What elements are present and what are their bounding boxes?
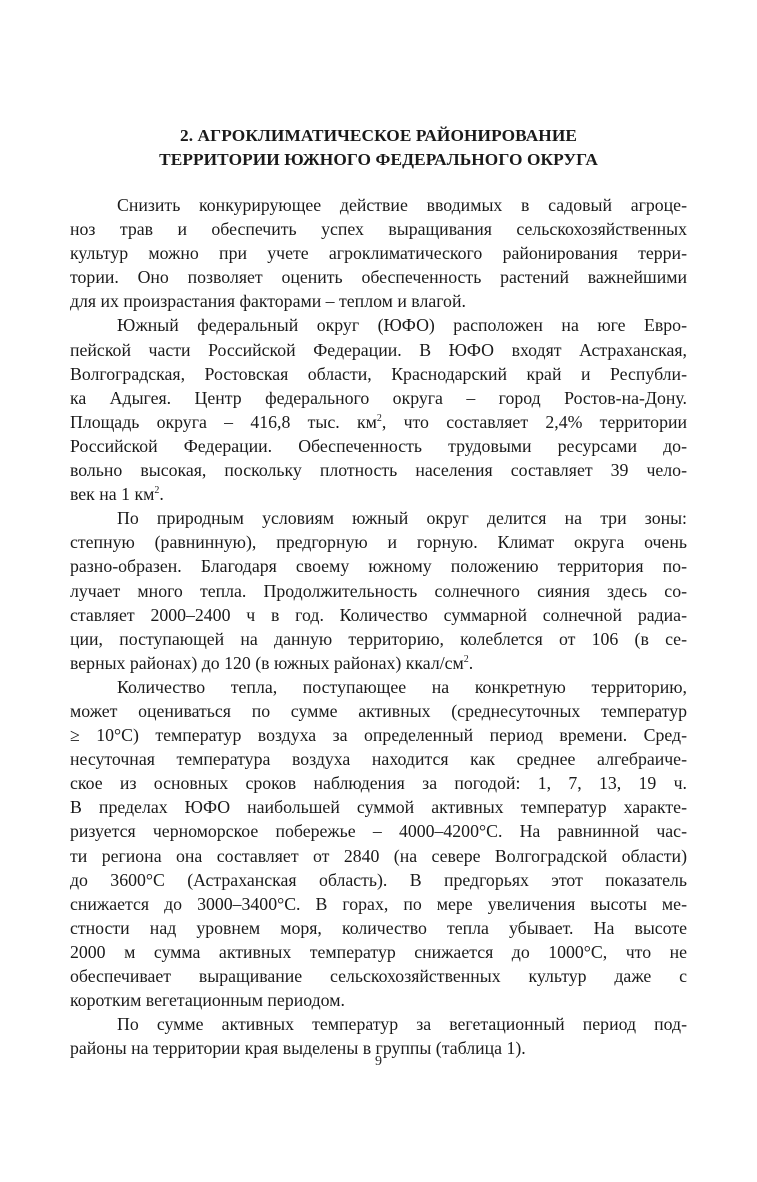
text-line: вольно высокая, поскольку плотность населения составляет 39 чело-	[70, 460, 687, 481]
text-line: Южный федеральный округ (ЮФО) расположен на юге Евро-	[117, 315, 687, 336]
text-line: ское из основных сроков наблюдения за погодой: 1, 7, 13, 19 ч.	[70, 773, 687, 794]
text-line: стности над уровнем моря, количество тепла убывает. На высоте	[70, 917, 687, 938]
text-fragment: век на 1 км	[70, 484, 155, 505]
text-line: пейской части Российской Федерации. В ЮФО входят Астраханская,	[70, 339, 687, 360]
text-line: ставляет 2000–2400 ч в год. Количество суммарной солнечной радиа-	[70, 604, 687, 625]
text-fragment: .	[159, 484, 164, 505]
text-line: степную (равнинную), предгорную и горную. Климат округа очень	[70, 532, 687, 553]
section-heading-line-2: ТЕРРИТОРИИ ЮЖНОГО ФЕДЕРАЛЬНОГО ОКРУГА	[159, 150, 598, 169]
text-line-with-superscript	[70, 410, 687, 434]
text-line: тории. Оно позволяет оценить обеспеченность растений важнейшими	[70, 267, 687, 288]
text-line-with-superscript	[70, 482, 687, 506]
body-text	[70, 193, 687, 1060]
text-line: ции, поступающей на данную территорию, колеблется от 106 (в се-	[70, 628, 687, 649]
text-line: лучает много тепла. Продолжительность солнечного сияния здесь со-	[70, 580, 687, 601]
text-line: культур можно при учете агроклиматического районирования терри-	[70, 243, 687, 264]
text-line: до 3600°С (Астраханская область). В предгорьях этот показатель	[70, 869, 687, 890]
text-fragment: Площадь округа – 416,8 тыс. км	[70, 411, 377, 432]
text-line: 2000 м сумма активных температур снижается до 1000°С, что не	[70, 941, 687, 962]
text-line: может оцениваться по сумме активных (среднесуточных температур	[70, 700, 687, 721]
text-line: для их произрастания факторами – теплом и влагой.	[70, 291, 466, 312]
superscript: 2	[376, 412, 382, 424]
text-line: Количество тепла, поступающее на конкретную территорию,	[117, 676, 687, 697]
text-line: Волгоградская, Ростовская области, Краснодарский край и Республи-	[70, 363, 687, 384]
section-heading	[70, 124, 687, 172]
text-fragment: , что составляет 2,4% территории	[381, 411, 687, 432]
text-line: Снизить конкурирующее действие вводимых в садовый агроце-	[117, 195, 687, 215]
paragraph-3	[70, 506, 687, 675]
text-line: ти региона она составляет от 2840 (на севере Волгоградской области)	[70, 845, 687, 866]
paragraph-1	[70, 193, 687, 313]
superscript: 2	[463, 653, 469, 665]
text-line: По сумме активных температур за вегетационный период под-	[117, 1014, 687, 1035]
superscript: 2	[154, 485, 160, 497]
text-line: ноз трав и обеспечить успех выращивания сельскохозяйственных	[70, 219, 687, 240]
text-line: ка Адыгея. Центр федерального округа – город Ростов-на-Дону.	[70, 387, 687, 408]
page-number: 9	[375, 1054, 382, 1069]
text-fragment: верных районах) до 120 (в южных районах) ккал/см	[70, 652, 464, 673]
text-line: В пределах ЮФО наибольшей суммой активных температур характе-	[70, 797, 687, 818]
text-line: Российской Федерации. Обеспеченность трудовыми ресурсами до-	[70, 435, 687, 456]
text-line: районы на территории края выделены в группы (таблица 1).	[70, 1038, 526, 1059]
text-line-with-superscript	[70, 651, 687, 675]
text-line: обеспечивает выращивание сельскохозяйственных культур даже с	[70, 966, 687, 986]
text-line: ризуется черноморское побережье – 4000–4200°С. На равнинной час-	[70, 821, 687, 842]
text-line: несуточная температура воздуха находится как среднее алгебраиче-	[70, 749, 687, 770]
text-line: снижается до 3000–3400°С. В горах, по мере увеличения высоты ме-	[70, 893, 687, 914]
paragraph-2	[70, 313, 687, 506]
paragraph-4	[70, 675, 687, 1012]
text-line: коротким вегетационным периодом.	[70, 990, 345, 1011]
text-line: разно-образен. Благодаря своему южному положению территория по-	[70, 556, 687, 577]
text-fragment: .	[468, 652, 474, 673]
text-line: По природным условиям южный округ делится на три зоны:	[117, 508, 687, 529]
section-heading-line-1: 2. АГРОКЛИМАТИЧЕСКОЕ РАЙОНИРОВАНИЕ	[179, 126, 578, 145]
text-line: ≥ 10°С) температур воздуха за определенный период времени. Сред-	[70, 725, 687, 746]
